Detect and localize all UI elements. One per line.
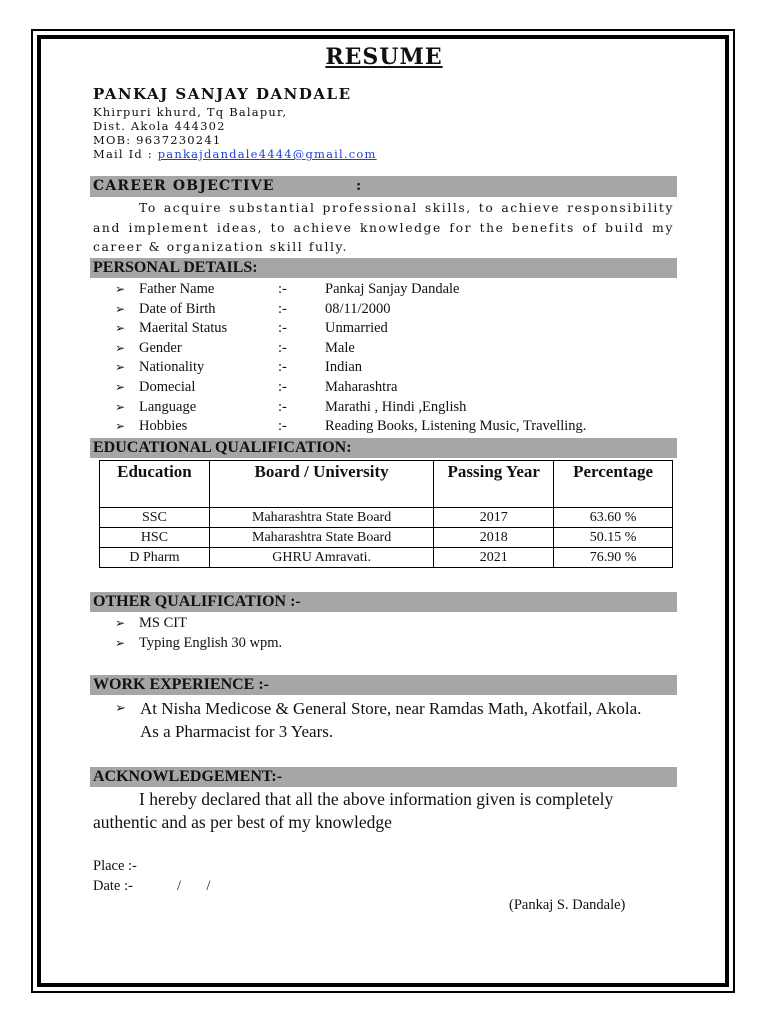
career-objective-text: To acquire substantial professional skills, to achieve responsibility and implement ideas, to achieve knowledge for the benefits of build my career & organization skill fully. xyxy=(93,201,674,254)
column-header: Passing Year xyxy=(434,461,554,508)
date-label: Date :- xyxy=(93,878,133,894)
bullet-arrow-icon: ➢ xyxy=(115,701,126,716)
detail-label: Language xyxy=(139,398,197,415)
applicant-name: PANKAJ SANJAY DANDALE xyxy=(93,85,352,103)
table-cell: 2021 xyxy=(434,548,554,568)
email-link[interactable]: pankajdandale4444@gmail.com xyxy=(157,147,377,161)
table-cell: Maharashtra State Board xyxy=(209,508,433,528)
table-cell: D Pharm xyxy=(100,548,210,568)
address-line-2: Dist. Akola 444302 xyxy=(93,119,226,133)
bullet-arrow-icon: ➢ xyxy=(115,419,126,434)
detail-label: Date of Birth xyxy=(139,300,216,317)
detail-label: Maerital Status xyxy=(139,320,228,337)
signature-name: (Pankaj S. Dandale) xyxy=(509,897,626,913)
bullet-arrow-icon: ➢ xyxy=(115,321,126,336)
bullet-arrow-icon: ➢ xyxy=(115,360,126,375)
detail-value: Reading Books, Listening Music, Travelling. xyxy=(325,418,587,435)
qualification-text: MS CIT xyxy=(139,615,187,631)
career-objective-colon: : xyxy=(356,178,363,194)
career-objective-heading: CAREER OBJECTIVE : xyxy=(90,176,677,197)
detail-separator: :- xyxy=(278,398,287,415)
work-experience-text: At Nisha Medicose & General Store, near Ramdas Math, Akotfail, Akola. As a Pharmacist for 3 Years. xyxy=(140,699,642,741)
detail-label: Gender xyxy=(139,339,182,356)
detail-label: Hobbies xyxy=(139,418,188,435)
column-header: Education xyxy=(100,461,210,508)
address-line-1: Khirpuri khurd, Tq Balapur, xyxy=(93,105,288,119)
table-cell: 63.60 % xyxy=(554,508,673,528)
detail-separator: :- xyxy=(278,379,287,395)
table-row xyxy=(100,508,673,528)
detail-separator: :- xyxy=(278,281,287,297)
table-cell: 2017 xyxy=(434,508,554,528)
bullet-arrow-icon: ➢ xyxy=(115,301,126,316)
table-row xyxy=(100,548,673,568)
column-header: Percentage xyxy=(554,461,673,508)
detail-value: Indian xyxy=(325,359,363,376)
detail-value: Pankaj Sanjay Dandale xyxy=(325,281,460,297)
table-cell: HSC xyxy=(100,528,210,548)
work-experience-item xyxy=(115,697,655,743)
detail-value: 08/11/2000 xyxy=(325,300,391,317)
education-heading: EDUCATIONAL QUALIFICATION: xyxy=(90,438,677,458)
resume-title: RESUME xyxy=(325,44,443,70)
detail-separator: :- xyxy=(278,359,287,376)
column-header: Board / University xyxy=(209,461,433,508)
email-line xyxy=(93,147,377,161)
detail-label: Domecial xyxy=(139,379,196,395)
education-table-header xyxy=(100,461,673,508)
date-slashes: / / xyxy=(177,878,211,894)
education-table xyxy=(99,460,673,568)
other-qualification-heading: OTHER QUALIFICATION :- xyxy=(90,592,677,612)
bullet-arrow-icon: ➢ xyxy=(115,399,126,414)
table-cell: 2018 xyxy=(434,528,554,548)
work-experience-heading: WORK EXPERIENCE :- xyxy=(90,675,677,695)
bullet-arrow-icon: ➢ xyxy=(115,340,126,355)
acknowledgement-text: I hereby declared that all the above information given is completely authentic and as per best of my knowledge xyxy=(93,789,614,832)
bullet-arrow-icon: ➢ xyxy=(115,380,126,394)
acknowledgement-heading: ACKNOWLEDGEMENT:- xyxy=(90,767,677,787)
bullet-arrow-icon: ➢ xyxy=(115,636,126,650)
personal-details-heading: PERSONAL DETAILS: xyxy=(90,258,677,278)
detail-label: Father Name xyxy=(139,281,215,297)
detail-value: Marathi , Hindi ,English xyxy=(325,398,467,415)
detail-value: Maharashtra xyxy=(325,379,398,395)
table-cell: Maharashtra State Board xyxy=(209,528,433,548)
qualification-text: Typing English 30 wpm. xyxy=(139,635,283,651)
detail-separator: :- xyxy=(278,418,287,435)
detail-label: Nationality xyxy=(139,359,205,376)
table-cell: 76.90 % xyxy=(554,548,673,568)
detail-value: Male xyxy=(325,339,355,356)
detail-separator: :- xyxy=(278,320,287,337)
email-label: Mail Id : xyxy=(93,147,158,161)
table-row xyxy=(100,528,673,548)
table-cell: GHRU Amravati. xyxy=(209,548,433,568)
detail-separator: :- xyxy=(278,300,287,317)
table-cell: SSC xyxy=(100,508,210,528)
place-label: Place :- xyxy=(93,858,137,874)
bullet-arrow-icon: ➢ xyxy=(115,282,126,296)
detail-value: Unmarried xyxy=(325,320,388,337)
mobile-number: MOB: 9637230241 xyxy=(93,133,222,147)
detail-separator: :- xyxy=(278,339,287,356)
bullet-arrow-icon: ➢ xyxy=(115,616,126,630)
table-cell: 50.15 % xyxy=(554,528,673,548)
